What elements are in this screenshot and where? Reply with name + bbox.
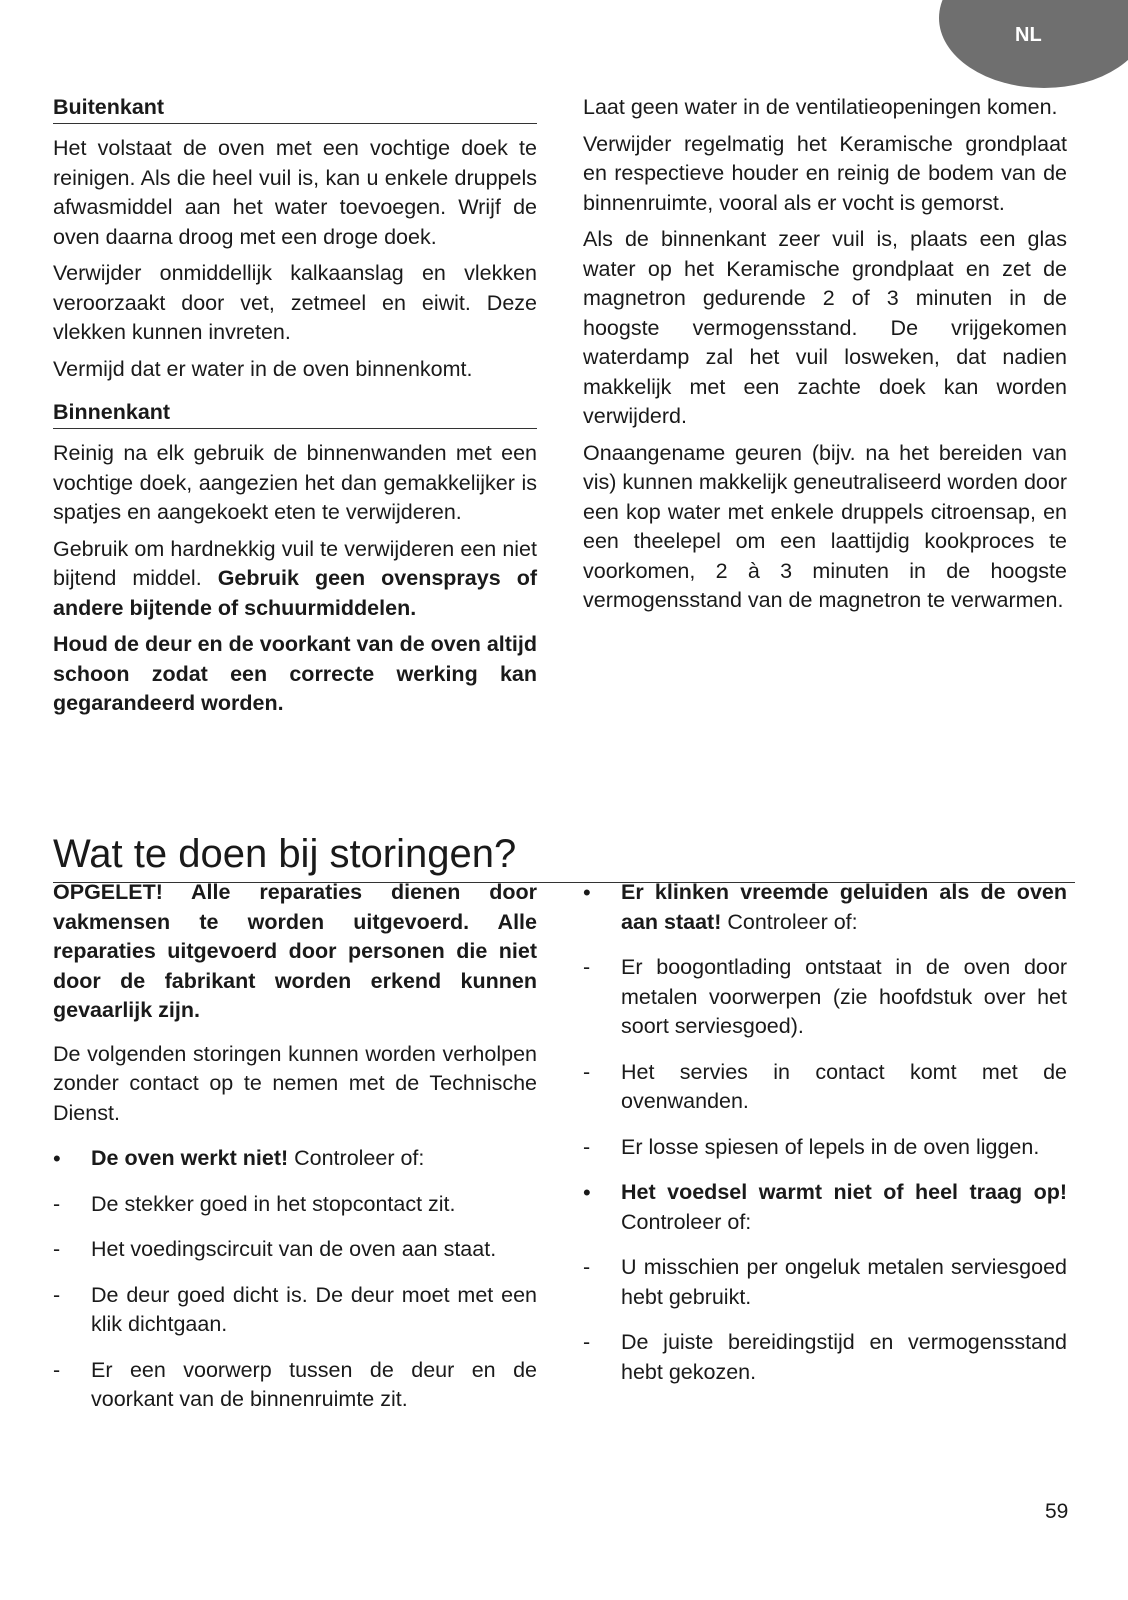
problem-title: Het voedsel warmt niet of heel traag op! [621,1180,1067,1204]
paragraph: De volgenden storingen kunnen worden verholpen zonder contact op te nemen met de Technische Dienst. [53,1041,537,1125]
list-item [53,1235,537,1265]
dash-icon: - [583,1330,591,1354]
list-item-text: Er een voorwerp tussen de deur en de voorkant van de binnenruimte zit. [91,1357,537,1411]
list-item-text: De juiste bereidingstijd en vermogensstand hebt gekozen. [621,1330,1067,1384]
paragraph-text: Gebruik om hardnekkig vuil te verwijderen een niet bijtend middel. [53,536,537,590]
list-item [53,1281,537,1340]
bullet-item [53,1144,537,1174]
warning-text: Gebruik geen ovensprays of andere bijtende of schuurmiddelen. [53,566,537,620]
problem-title: De oven werkt niet! [91,1146,289,1170]
paragraph: Laat geen water in de ventilatieopeningen komen. [583,95,1058,119]
paragraph [53,535,537,624]
paragraph: Het volstaat de oven met een vochtige doek te reinigen. Als die heel vuil is, kan u enkele druppels afwasmiddel aan het water toevoegen. Wrijf de oven daarna droog met een droge doek. [53,136,537,249]
dash-icon: - [53,1237,61,1261]
paragraph: Verwijder onmiddellijk kalkaanslag en vlekken veroorzaakt door vet, zetmeel en eiwit. Deze vlekken kunnen invreten. [53,261,537,344]
list-item [583,953,1067,1042]
list-item [53,1356,537,1415]
paragraph: Verwijder regelmatig het Keramische grondplaat en respectieve houder en reinig de bodem van de binnenruimte, vooral als er vocht is gemorst. [583,131,1067,215]
list-item [583,1328,1067,1387]
dash-icon: - [583,1134,591,1159]
bullet-item [583,1178,1067,1237]
paragraph: Vermijd dat er water in de oven binnenkomt. [53,356,473,381]
warning-paragraph: OPGELET! Alle reparaties dienen door vakmensen te worden uitgevoerd. Alle reparaties uitgevoerd door personen die niet door de fabrikant worden erkend kunnen gevaarlijk zijn. [53,880,537,1022]
paragraph: Als de binnenkant zeer vuil is, plaats een glas water op het Keramische grondplaat en zet de magnetron gedurende 2 of 3 minuten in de hoogste vermogensstand. De vrijgekomen waterdamp zal het vuil losweken, dat nadien makkelijk met een zachte doek kan worden verwijderd. [583,227,1067,428]
list-item-text: De stekker goed in het stopcontact zit. [91,1191,456,1216]
troubleshooting-right-column [583,878,1067,1403]
list-item-text: Er losse spiesen of lepels in de oven liggen. [621,1134,1040,1159]
check-label: Controleer of: [721,909,858,934]
list-item-text: De deur goed dicht is. De deur moet met een klik dichtgaan. [91,1282,537,1336]
section-title-buitenkant: Buitenkant [53,93,537,124]
check-label: Controleer of: [621,1209,752,1234]
dash-icon: - [583,1255,591,1279]
page-number: 59 [1045,1500,1069,1523]
section-title-binnenkant: Binnenkant [53,398,537,429]
troubleshooting-left-column [53,878,537,1431]
page-title: Wat te doen bij storingen? [53,830,1075,883]
bullet-icon: • [53,1146,61,1171]
language-label: NL [1015,24,1042,46]
list-item [53,1190,537,1220]
list-item [583,1133,1067,1163]
list-item [583,1058,1067,1117]
bullet-icon: • [583,880,591,905]
warning-paragraph: Houd de deur en de voorkant van de oven altijd schoon zodat een correcte werking kan gegarandeerd worden. [53,632,537,715]
dash-icon: - [53,1191,61,1216]
dash-icon: - [583,955,591,979]
dash-icon: - [53,1282,61,1307]
list-item-text: Het voedingscircuit van de oven aan staat. [91,1237,497,1261]
problem-title: Er klinken vreemde geluiden als de oven aan staat! [621,880,1067,934]
check-label: Controleer of: [288,1146,425,1170]
paragraph: Reinig na elk gebruik de binnenwanden met een vochtige doek, aangezien het dan gemakkelijker is spatjes en aangekoekt eten te verwijderen. [53,441,537,524]
list-item-text: Er boogontlading ontstaat in de oven door metalen voorwerpen (zie hoofdstuk over het soort serviesgoed). [621,955,1067,1038]
cleaning-right-column [583,93,1067,623]
dash-icon: - [53,1357,61,1382]
bullet-icon: • [583,1180,591,1205]
dash-icon: - [583,1059,591,1084]
list-item-text: Het servies in contact komt met de ovenwanden. [621,1059,1067,1113]
bullet-item [583,878,1067,937]
cleaning-left-column [53,93,537,727]
list-item-text: U misschien per ongeluk metalen serviesgoed hebt gebruikt. [621,1255,1067,1309]
paragraph: Onaangename geuren (bijv. na het bereiden van vis) kunnen makkelijk geneutraliseerd worden door een kop water met enkele druppels citroensap, en een theelepel om een laattijdig kookproces te voorkomen, 2 à 3 minuten in de hoogste vermogensstand van de magnetron te verwarmen. [583,440,1068,612]
list-item [583,1253,1067,1312]
language-tab [939,0,1128,88]
